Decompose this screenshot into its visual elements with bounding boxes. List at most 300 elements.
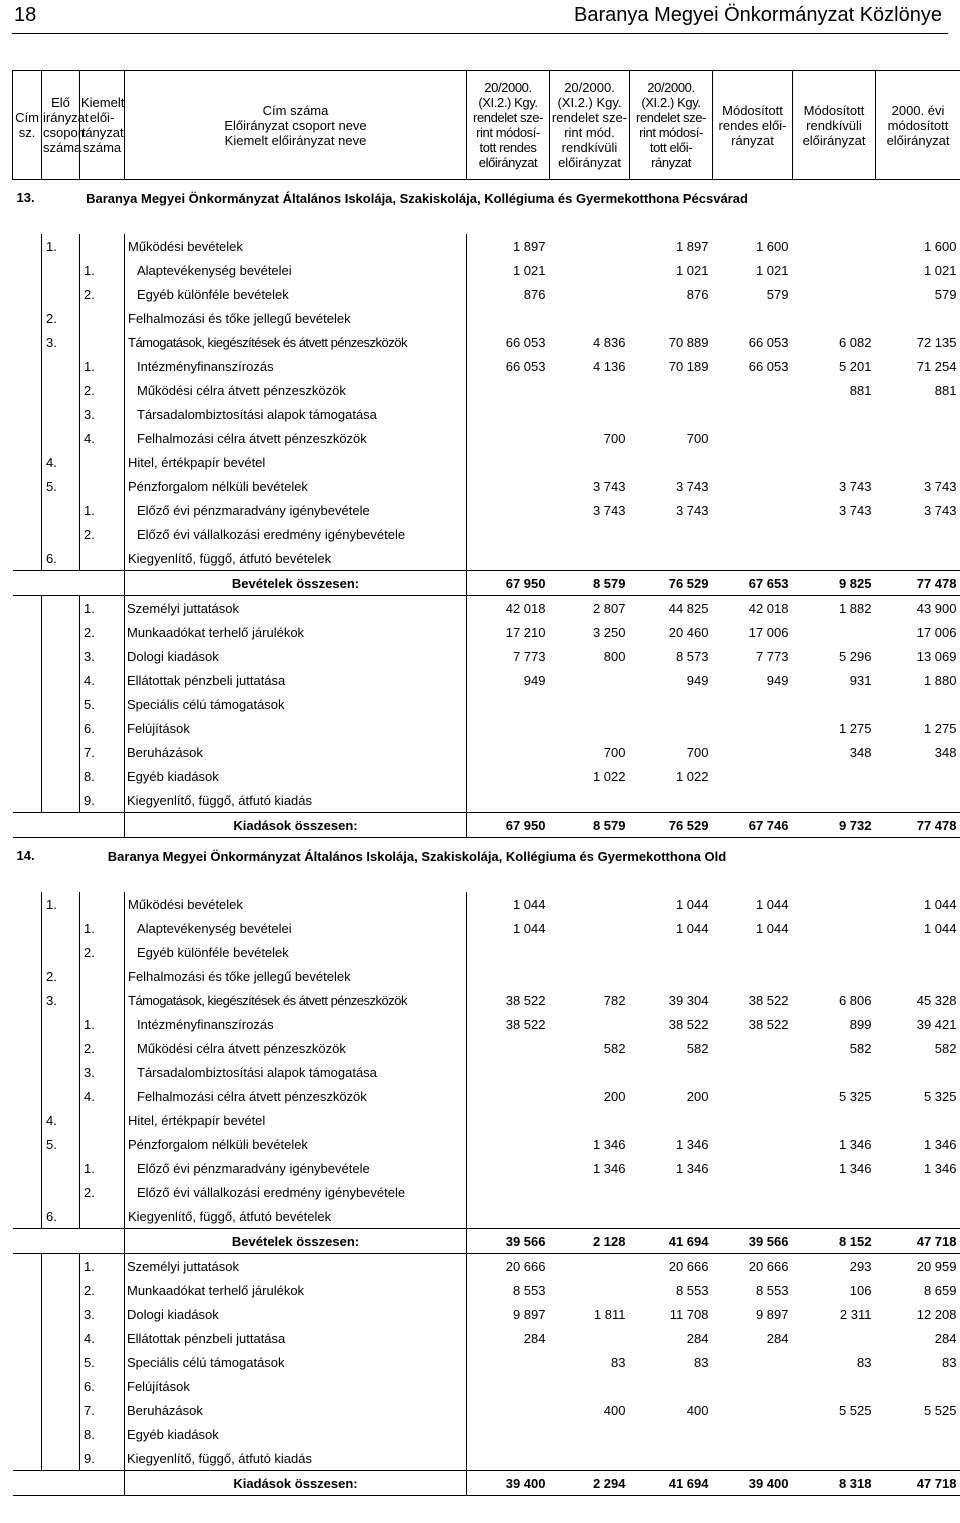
row-label: Egyéb kiadások (127, 1426, 219, 1442)
value-cell: 1 897 (467, 234, 550, 258)
cell-blank (13, 1180, 42, 1204)
income-total-row (13, 1229, 960, 1254)
column-header-6 (630, 71, 713, 180)
value-cell (550, 1254, 630, 1279)
value-cell (713, 306, 793, 330)
cell-blank (42, 692, 80, 716)
column-header-line: rint mód. (564, 125, 615, 140)
value-cell: 700 (686, 430, 709, 446)
column-header-line: előirányzat (802, 132, 866, 148)
value-cell: 6 082 (838, 334, 872, 350)
value-cell: 949 (686, 672, 709, 688)
value-cell (876, 306, 960, 330)
value-cell (713, 1446, 793, 1471)
value-cell: 20 666 (668, 1258, 709, 1274)
value-cell: 2 807 (592, 600, 626, 616)
expense-total-row (13, 1471, 960, 1496)
row-label: Dologi kiadások (127, 648, 219, 664)
value-cell (876, 692, 960, 716)
value-cell: 2 128 (550, 1229, 630, 1254)
item-number: 2. (80, 522, 125, 546)
value-cell: 5 325 (838, 1088, 872, 1104)
value-cell (550, 306, 630, 330)
value-cell: 348 (934, 744, 957, 760)
item-number (80, 234, 125, 258)
cell-blank (13, 1012, 42, 1036)
column-header-5 (550, 71, 630, 180)
value-cell: 284 (934, 1330, 957, 1346)
value-cell: 1 022 (592, 768, 626, 784)
table-row (13, 378, 960, 402)
value-cell: 13 069 (916, 648, 957, 664)
value-cell: 43 900 (916, 600, 957, 616)
value-cell (550, 450, 630, 474)
row-label: Felújítások (127, 1378, 190, 1394)
item-number (80, 1204, 125, 1229)
value-cell (793, 940, 876, 964)
section-spacer (793, 838, 960, 893)
value-cell (467, 1398, 550, 1422)
value-cell (876, 964, 960, 988)
expense-number: 7. (80, 740, 125, 764)
expense-number: 6. (80, 1374, 125, 1398)
cell-blank (13, 1254, 42, 1279)
value-cell (467, 1060, 550, 1084)
item-number: 1. (80, 1012, 125, 1036)
item-number: 1. (80, 1156, 125, 1180)
column-header-line: tott rendes (479, 140, 537, 155)
value-cell (630, 692, 713, 716)
cell-blank (13, 546, 42, 571)
value-cell (550, 892, 630, 916)
value-cell: 3 250 (592, 624, 626, 640)
value-cell (713, 764, 793, 788)
value-cell (467, 964, 550, 988)
table-row (13, 1254, 960, 1279)
table-row (13, 330, 960, 354)
column-header-line: Cím száma (262, 102, 329, 118)
cell-blank (13, 498, 42, 522)
value-cell (713, 1084, 793, 1108)
value-cell: 42 018 (748, 600, 789, 616)
value-cell: 38 522 (467, 1012, 550, 1036)
value-cell (550, 916, 630, 940)
value-cell (793, 1422, 876, 1446)
column-header-7 (713, 71, 793, 180)
column-header-line: rányzat (731, 132, 774, 148)
cell-blank (13, 306, 42, 330)
value-cell: 1 044 (467, 916, 550, 940)
value-cell (467, 1422, 550, 1446)
cell-blank (13, 450, 42, 474)
table-row (13, 402, 960, 426)
value-cell (793, 1180, 876, 1204)
value-cell: 9 825 (793, 571, 876, 596)
value-cell: 38 522 (748, 1016, 789, 1032)
group-number: 4. (42, 1108, 80, 1132)
column-header-line: 2000. évi (891, 102, 945, 118)
group-number: 2. (42, 964, 80, 988)
item-number: 2. (80, 940, 125, 964)
cell-blank (13, 258, 42, 282)
value-cell: 1 021 (675, 262, 709, 278)
cell-blank (13, 940, 42, 964)
value-cell (713, 474, 793, 498)
table-row (13, 1060, 960, 1084)
value-cell (793, 258, 876, 282)
group-number (42, 1156, 80, 1180)
group-number (42, 426, 80, 450)
expense-number: 5. (80, 692, 125, 716)
value-cell: 38 522 (668, 1016, 709, 1032)
row-label: Előző évi vállalkozási eredmény igénybevétele (137, 526, 406, 542)
expense-total-row (13, 813, 960, 838)
value-cell: 1 044 (675, 920, 709, 936)
value-cell (467, 716, 550, 740)
value-cell (713, 1374, 793, 1398)
expense-number: 1. (80, 596, 125, 621)
value-cell (630, 1060, 713, 1084)
cell-blank (13, 1374, 42, 1398)
value-cell: 11 708 (669, 1306, 709, 1322)
cell-blank (13, 1350, 42, 1374)
value-cell (793, 892, 876, 916)
row-label: Beruházások (127, 744, 203, 760)
value-cell: 67 746 (713, 813, 793, 838)
item-number (80, 988, 125, 1012)
group-number: 6. (42, 546, 80, 571)
value-cell: 876 (686, 286, 709, 302)
row-label: Felhalmozási célra átvett pénzeszközök (137, 430, 367, 446)
column-header-9 (876, 71, 960, 180)
value-cell: 39 566 (713, 1229, 793, 1254)
expense-number: 8. (80, 764, 125, 788)
item-number (80, 330, 125, 354)
expense-number: 1. (80, 1254, 125, 1279)
item-number: 4. (80, 426, 125, 450)
row-label: Működési célra átvett pénzeszközök (137, 1040, 346, 1056)
group-number (42, 402, 80, 426)
row-label: Pénzforgalom nélküli bevételek (128, 1136, 308, 1152)
item-number (80, 964, 125, 988)
value-cell (713, 498, 793, 522)
cell-blank (13, 964, 42, 988)
value-cell: 77 478 (876, 813, 960, 838)
cell-blank (13, 1156, 42, 1180)
value-cell (550, 282, 630, 306)
value-cell: 4 136 (592, 358, 626, 374)
table-row (13, 306, 960, 330)
value-cell (550, 522, 630, 546)
value-cell: 949 (766, 672, 789, 688)
row-label: Intézményfinanszírozás (137, 358, 274, 374)
value-cell: 200 (603, 1088, 626, 1104)
value-cell: 45 328 (916, 992, 957, 1008)
row-label: Speciális célú támogatások (127, 1354, 285, 1370)
value-cell: 8 659 (923, 1282, 957, 1298)
group-number: 3. (42, 988, 80, 1012)
expense-number: 4. (80, 1326, 125, 1350)
value-cell (713, 378, 793, 402)
cell-blank (13, 1422, 42, 1446)
value-cell: 8 318 (793, 1471, 876, 1496)
table-row (13, 354, 960, 378)
cell-blank (42, 1302, 80, 1326)
value-cell: 200 (686, 1088, 709, 1104)
row-label: Működési célra átvett pénzeszközök (137, 382, 346, 398)
item-number (80, 892, 125, 916)
group-number: 5. (42, 1132, 80, 1156)
value-cell (713, 940, 793, 964)
table-row (13, 498, 960, 522)
table-row (13, 1012, 960, 1036)
cell-blank (42, 668, 80, 692)
section-title: Baranya Megyei Önkormányzat Általános Iskolája, Szakiskolája, Kollégiuma és Gyermekotthona Old (42, 838, 793, 893)
value-cell: 1 044 (675, 896, 709, 912)
value-cell (793, 1326, 876, 1350)
value-cell: 77 478 (876, 571, 960, 596)
column-header-line: (XI.2.) Kgy. (478, 95, 538, 110)
group-number: 3. (42, 330, 80, 354)
value-cell: 71 254 (916, 358, 957, 374)
row-label: Hitel, értékpapír bevétel (128, 1112, 266, 1128)
cell-blank (42, 1446, 80, 1471)
group-number: 6. (42, 1204, 80, 1229)
group-number (42, 1084, 80, 1108)
value-cell (793, 964, 876, 988)
group-number (42, 282, 80, 306)
cell-blank (13, 596, 42, 621)
value-cell (793, 234, 876, 258)
value-cell (793, 1204, 876, 1229)
table-row (13, 1302, 960, 1326)
table-row (13, 1036, 960, 1060)
group-number (42, 378, 80, 402)
value-cell (550, 234, 630, 258)
value-cell (550, 1012, 630, 1036)
value-cell: 1 021 (923, 262, 957, 278)
table-row (13, 1084, 960, 1108)
value-cell (793, 764, 876, 788)
item-number (80, 450, 125, 474)
column-header-line: csoport (43, 125, 86, 140)
value-cell: 66 053 (748, 358, 789, 374)
cell-blank (13, 1398, 42, 1422)
section-header-row (13, 838, 960, 893)
item-number: 1. (80, 916, 125, 940)
value-cell (630, 306, 713, 330)
value-cell: 9 897 (467, 1302, 550, 1326)
value-cell: 76 529 (630, 571, 713, 596)
table-row (13, 716, 960, 740)
expense-number: 3. (80, 644, 125, 668)
value-cell: 5 201 (838, 358, 872, 374)
group-number: 2. (42, 306, 80, 330)
value-cell (630, 402, 713, 426)
value-cell (467, 940, 550, 964)
value-cell: 70 189 (668, 358, 709, 374)
row-label: Társadalombiztosítási alapok támogatása (137, 406, 377, 422)
value-cell: 8 579 (550, 571, 630, 596)
cell-blank (13, 916, 42, 940)
row-label: Beruházások (127, 1402, 203, 1418)
group-number (42, 354, 80, 378)
value-cell: 83 (942, 1354, 957, 1370)
value-cell (713, 1398, 793, 1422)
table-body (13, 180, 960, 1496)
expense-number: 3. (80, 1302, 125, 1326)
column-header-line: Előirányzat csoport neve (224, 117, 367, 133)
value-cell: 12 208 (916, 1306, 957, 1322)
value-cell (467, 788, 550, 813)
cell-blank (13, 1278, 42, 1302)
value-cell: 1 021 (755, 262, 789, 278)
column-header-line: (XI.2.) Kgy. (557, 95, 622, 110)
value-cell: 76 529 (630, 813, 713, 838)
value-cell (713, 426, 793, 450)
cell-blank (42, 788, 80, 813)
table-row (13, 1156, 960, 1180)
expense-total-label: Kiadások összesen: (125, 1471, 467, 1496)
column-header-line: rint módosí- (639, 125, 703, 140)
row-label: Előző évi vállalkozási eredmény igénybevétele (137, 1184, 406, 1200)
row-label: Személyi juttatások (127, 600, 239, 616)
header-rule (12, 33, 948, 34)
value-cell (793, 916, 876, 940)
value-cell: 20 959 (916, 1258, 957, 1274)
value-cell (713, 788, 793, 813)
value-cell: 3 743 (923, 478, 957, 494)
value-cell (713, 1060, 793, 1084)
column-header-line: Elő (51, 95, 70, 110)
cell-blank (13, 644, 42, 668)
value-cell: 5 525 (838, 1402, 872, 1418)
row-label: Személyi juttatások (127, 1258, 239, 1274)
column-header-line: száma (43, 140, 82, 155)
value-cell: 8 579 (550, 813, 630, 838)
column-header-line: rányzat (651, 155, 691, 170)
row-label: Előző évi pénzmaradvány igénybevétele (137, 1160, 370, 1176)
value-cell (793, 1446, 876, 1471)
value-cell: 106 (849, 1282, 872, 1298)
row-label: Ellátottak pénzbeli juttatása (127, 672, 286, 688)
value-cell (467, 1180, 550, 1204)
value-cell (467, 1350, 550, 1374)
cell-blank (42, 740, 80, 764)
column-header-line: 20/2000. (647, 80, 695, 95)
cell-blank (13, 668, 42, 692)
value-cell (550, 1108, 630, 1132)
value-cell: 881 (934, 382, 957, 398)
section-spacer (793, 180, 960, 235)
row-label: Intézményfinanszírozás (137, 1016, 274, 1032)
cell-blank (13, 354, 42, 378)
column-header-line: sz. (18, 125, 36, 140)
value-cell (793, 522, 876, 546)
value-cell: 1 346 (838, 1136, 872, 1152)
item-number (80, 306, 125, 330)
cell-blank (13, 1060, 42, 1084)
value-cell (467, 740, 550, 764)
section-number: 14. (13, 838, 42, 893)
value-cell: 5 325 (923, 1088, 957, 1104)
value-cell: 20 666 (748, 1258, 789, 1274)
cell-blank (13, 571, 125, 596)
expense-number: 9. (80, 788, 125, 813)
value-cell: 1 600 (923, 238, 957, 254)
value-cell (793, 788, 876, 813)
value-cell: 881 (849, 382, 872, 398)
value-cell: 579 (934, 286, 957, 302)
value-cell: 20 460 (668, 624, 709, 640)
value-cell (713, 1132, 793, 1156)
value-cell (550, 692, 630, 716)
cell-blank (13, 1084, 42, 1108)
item-number: 2. (80, 1036, 125, 1060)
value-cell (630, 964, 713, 988)
group-number (42, 258, 80, 282)
table-row (13, 234, 960, 258)
value-cell: 8 553 (755, 1282, 789, 1298)
cell-blank (42, 764, 80, 788)
value-cell: 899 (849, 1016, 872, 1032)
table-row (13, 892, 960, 916)
value-cell: 47 718 (876, 1229, 960, 1254)
income-total-row (13, 571, 960, 596)
cell-blank (13, 1204, 42, 1229)
value-cell (467, 378, 550, 402)
value-cell: 1 022 (675, 768, 709, 784)
value-cell: 20 666 (467, 1254, 550, 1279)
budget-table (12, 70, 960, 1496)
cell-blank (13, 426, 42, 450)
value-cell: 39 400 (467, 1471, 550, 1496)
value-cell (713, 1204, 793, 1229)
row-label: Felhalmozási és tőke jellegű bevételek (128, 968, 351, 984)
value-cell: 1 600 (755, 238, 789, 254)
value-cell (630, 940, 713, 964)
column-header-line: elői- (89, 110, 115, 125)
value-cell: 1 044 (923, 896, 957, 912)
column-header-line: rendelet sze- (551, 110, 628, 125)
value-cell (713, 450, 793, 474)
value-cell: 1 346 (592, 1136, 626, 1152)
group-number (42, 1180, 80, 1204)
cell-blank (13, 474, 42, 498)
cell-blank (13, 988, 42, 1012)
value-cell: 284 (686, 1330, 709, 1346)
value-cell (876, 1374, 960, 1398)
group-number (42, 1036, 80, 1060)
column-header-line: rendes elői- (718, 117, 787, 133)
value-cell: 3 743 (592, 502, 626, 518)
value-cell (876, 940, 960, 964)
column-header-line: rint módosí- (476, 125, 540, 140)
value-cell: 1 044 (755, 920, 789, 936)
value-cell (467, 426, 550, 450)
value-cell (467, 692, 550, 716)
table-row (13, 940, 960, 964)
cell-blank (13, 620, 42, 644)
value-cell: 1 880 (923, 672, 957, 688)
value-cell (630, 716, 713, 740)
value-cell: 582 (849, 1040, 872, 1056)
value-cell (876, 764, 960, 788)
value-cell: 70 889 (668, 334, 709, 350)
value-cell (630, 1446, 713, 1471)
row-label: Működési bevételek (128, 896, 243, 912)
value-cell: 700 (603, 430, 626, 446)
